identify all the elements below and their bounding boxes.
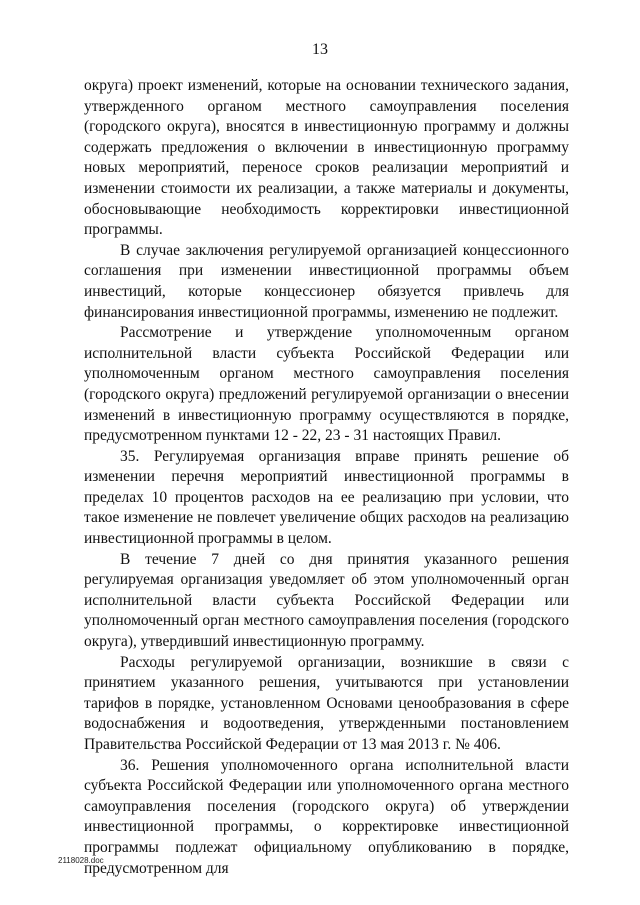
paragraph-item-35: 35. Регулируемая организация вправе принять решение об изменении перечня мероприятий инвестиционной программы в пределах 10 процентов расходов на ее реализацию при условии, что такое изменение не повлечет увеличение общих расходов на реализацию инвестиционной программы в целом. [84, 447, 569, 548]
paragraph-continuation: округа) проект изменений, которые на основании технического задания, утвержденного органом местного самоуправления поселения (городского округа), вносятся в инвестиционную программу и должны содержать предложения о включении в инвестиционную программу новых мероприятий, переносе сроков реализации мероприятий и изменении стоимости их реализации, а также материалы и документы, обосновывающие необходимость корректировки инвестиционной программы. [84, 77, 569, 239]
paragraph-item-36: 36. Решения уполномоченного органа исполнительной власти субъекта Российской Федерации или уполномоченного органа местного самоуправления поселения (городского округа) об утверждении инвестиционной программы, о корректировке инвестиционной программы подлежат официальному опубликованию в порядке, предусмотренном для [84, 756, 569, 877]
paragraph-notification: В течение 7 дней со дня принятия указанного решения регулируемая организация уведомляет об этом уполномоченный орган исполнительной власти субъекта Российской Федерации или уполномоченный орган местного самоуправления поселения (городского округа), утвердивший инвестиционную программу. [84, 550, 569, 651]
paragraph-concession: В случае заключения регулируемой организацией концессионного соглашения при изменении инвестиционной программы объем инвестиций, которые концессионер обязуется привлечь для финансирования инвестиционной программы, изменению не подлежит. [84, 241, 569, 321]
document-body [84, 76, 569, 879]
paragraph-review-approval: Рассмотрение и утверждение уполномоченным органом исполнительной власти субъекта Российской Федерации или уполномоченным органом местного самоуправления поселения (городского округа) предложений регулируемой организации о внесении изменений в инвестиционную программу осуществляются в порядке, предусмотренном пунктами 12 - 22, 23 - 31 настоящих Правил. [84, 324, 569, 445]
footer-filename: 2118028.doc [58, 856, 104, 865]
paragraph-expenses: Расходы регулируемой организации, возникшие в связи с принятием указанного решения, учитываются при установлении тарифов в порядке, установленном Основами ценообразования в сфере водоснабжения и водоотведения, утвержденными постановлением Правительства Российской Федерации от 13 мая 2013 г. № 406. [84, 653, 569, 753]
page-number: 13 [312, 41, 328, 58]
